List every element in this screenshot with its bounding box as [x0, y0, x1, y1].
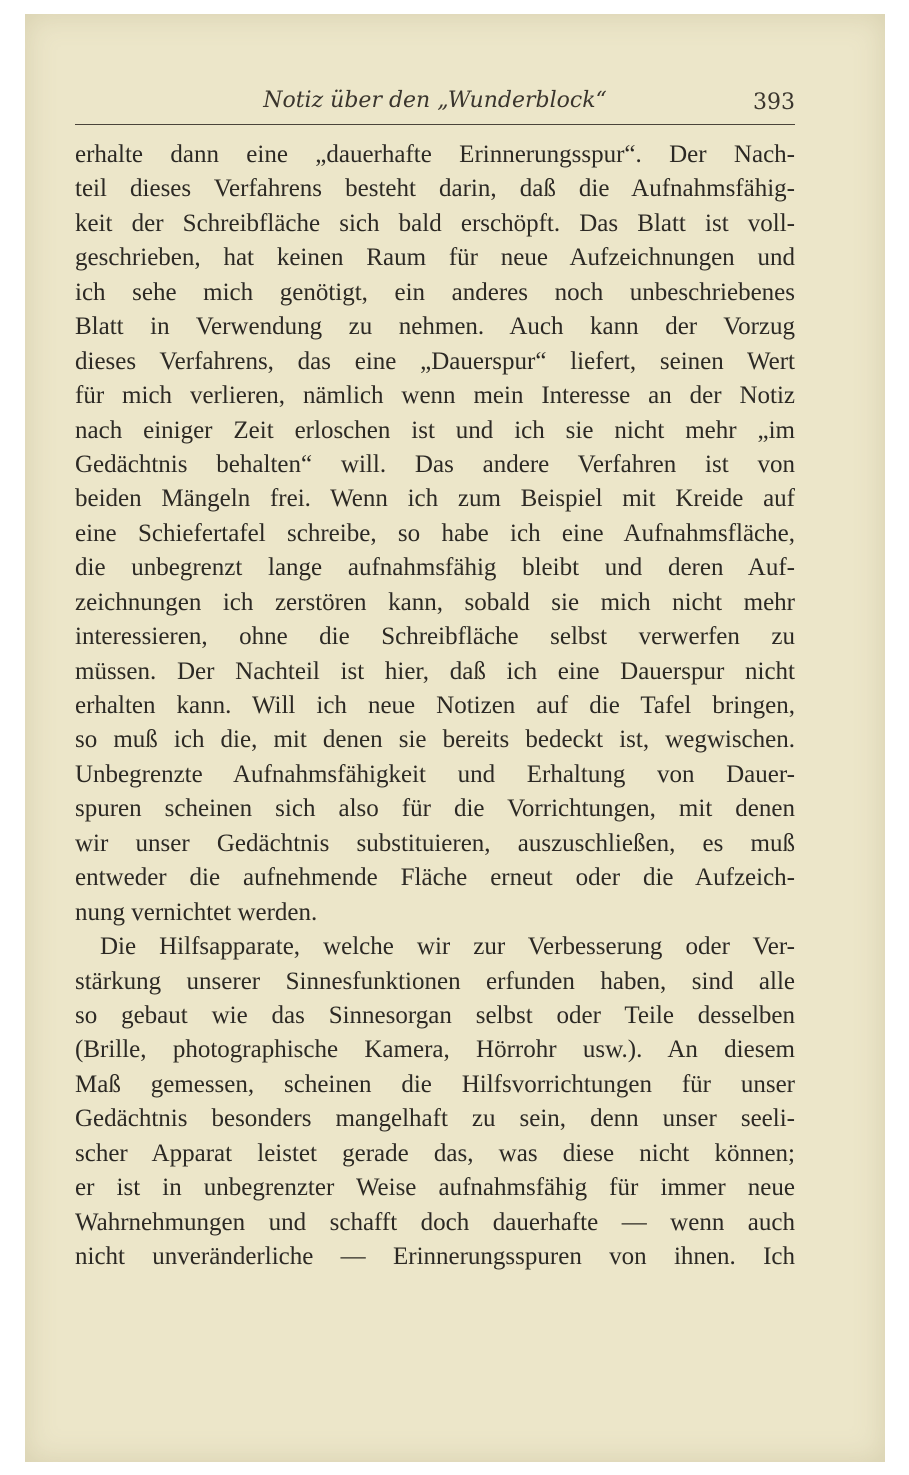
text-line: Wahrnehmungen und schafft doch dauerhafte — wenn auch	[75, 1208, 795, 1236]
text-line: müssen. Der Nachteil ist hier, daß ich eine Dauerspur nicht	[75, 657, 795, 685]
text-line: Die Hilfsapparate, welche wir zur Verbesserung oder Ver-	[100, 933, 795, 961]
text-line: Blatt in Verwendung zu nehmen. Auch kann der Vorzug	[75, 313, 795, 341]
text-line: spuren scheinen sich also für die Vorrichtungen, mit denen	[75, 795, 795, 823]
page-header	[75, 84, 795, 125]
text-line: Maß gemessen, scheinen die Hilfsvorrichtungen für unser	[75, 1070, 795, 1098]
text-line: für mich verlieren, nämlich wenn mein Interesse an der Notiz	[75, 382, 795, 410]
paragraph	[75, 138, 795, 930]
text-line: Gedächtnis besonders mangelhaft zu sein, denn unser seeli-	[75, 1105, 795, 1133]
text-line: Gedächtnis behalten“ will. Das andere Verfahren ist von	[75, 450, 795, 478]
paragraph	[75, 930, 795, 1274]
text-line: er ist in unbegrenzter Weise aufnahmsfähig für immer neue	[75, 1174, 795, 1202]
text-line: dieses Verfahrens, das eine „Dauerspur“ liefert, seinen Wert	[75, 347, 795, 375]
text-line: nung vernichtet werden.	[75, 898, 318, 926]
text-line: ich sehe mich genötigt, ein anderes noch unbeschriebenes	[75, 278, 795, 306]
body-text	[75, 138, 795, 1274]
text-line: beiden Mängeln frei. Wenn ich zum Beispiel mit Kreide auf	[75, 485, 795, 513]
text-line: so gebaut wie das Sinnesorgan selbst oder Teile desselben	[75, 1001, 795, 1029]
text-line: Unbegrenzte Aufnahmsfähigkeit und Erhaltung von Dauer-	[75, 760, 795, 788]
text-line: entweder die aufnehmende Fläche erneut oder die Aufzeich-	[75, 864, 795, 892]
page-number: 393	[753, 90, 795, 115]
text-line: wir unser Gedächtnis substituieren, auszuschließen, es muß	[75, 829, 795, 857]
text-line: teil dieses Verfahrens besteht darin, daß die Aufnahmsfähig-	[75, 175, 795, 203]
text-line: (Brille, photographische Kamera, Hörrohr usw.). An diesem	[75, 1036, 795, 1064]
text-line: so muß ich die, mit denen sie bereits bedeckt ist, wegwischen.	[75, 726, 795, 754]
text-line: interessieren, ohne die Schreibfläche selbst verwerfen zu	[75, 623, 795, 651]
running-title: Notiz über den „Wunderblock“	[263, 88, 607, 113]
text-line: erhalte dann eine „dauerhafte Erinnerungsspur“. Der Nach-	[75, 141, 795, 168]
text-line: nicht unveränderliche — Erinnerungsspuren von ihnen. Ich	[75, 1243, 795, 1270]
text-line: scher Apparat leistet gerade das, was diese nicht können;	[75, 1139, 795, 1167]
text-line: die unbegrenzt lange aufnahmsfähig bleibt und deren Auf-	[75, 554, 795, 582]
text-line: zeichnungen ich zerstören kann, sobald sie mich nicht mehr	[75, 588, 795, 616]
book-page	[25, 14, 885, 1462]
text-line: eine Schiefertafel schreibe, so habe ich eine Aufnahmsfläche,	[75, 519, 795, 547]
text-line: geschrieben, hat keinen Raum für neue Aufzeichnungen und	[75, 244, 795, 272]
text-line: stärkung unserer Sinnesfunktionen erfunden haben, sind alle	[75, 967, 795, 995]
text-line: erhalten kann. Will ich neue Notizen auf die Tafel bringen,	[75, 692, 795, 719]
text-line: keit der Schreibfläche sich bald erschöpft. Das Blatt ist voll-	[75, 209, 795, 237]
text-line: nach einiger Zeit erloschen ist und ich sie nicht mehr „im	[75, 416, 795, 444]
